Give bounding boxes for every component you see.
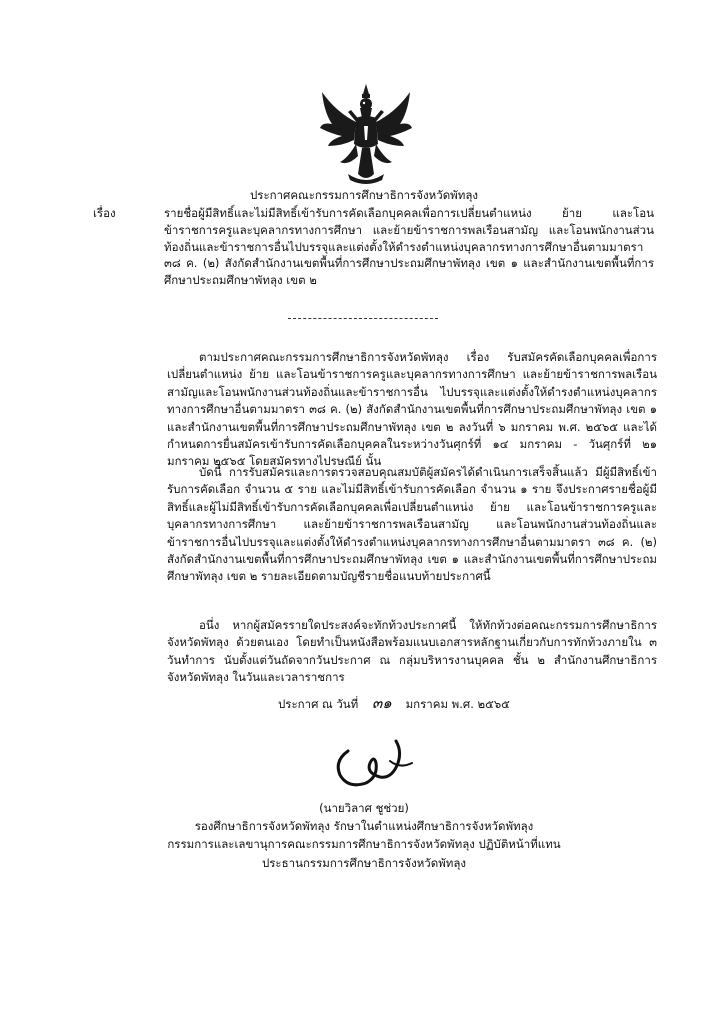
date-month-year: มกราคม พ.ศ. ๒๕๖๕ [405,697,510,711]
section-divider [288,318,438,319]
announcement-issuer: ประกาศคณะกรรมการศึกษาธิการจังหวัดพัทลุง [249,188,478,202]
subject-text: รายชื่อผู้มีสิทธิ์และไม่มีสิทธิ์เข้ารับการคัดเลือกบุคคลเพื่อการเปลี่ยนตำแหน่ง ย้าย และโอนข้าราชการครูและบุคลากรทางการศึกษา และย้ายข้าราชการพลเรือนสามัญ และโอนพนักงานส่วนท้องถิ่นและข้าราชการอื่นไปบรรจุและแต่งตั้งให้ดำรงตำแหน่งบุคลากรทางการศึกษาอื่นตามมาตรา ๓๘ ค. (๒) สังกัดสำนักงานเขตพื้นที่การศึกษาประถมศึกษาพัทลุง เขต ๑ และสำนักงานเขตพื้นที่การศึกษาประถมศึกษาพัทลุง เขต ๒ [164,206,654,288]
date-day: ๓๑ [372,694,392,712]
signer-line-2: กรรมการและเลขานุการคณะกรรมการศึกษาธิการจังหวัดพัทลุง ปฏิบัติหน้าที่แทน [167,837,561,852]
announcement-date [278,694,510,713]
garuda-emblem-icon [318,82,414,186]
signer-line-1: รองศึกษาธิการจังหวัดพัทลุง รักษาในตำแหน่งศึกษาธิการจังหวัดพัทลุง [194,819,534,834]
paragraph-1-text: ตามประกาศคณะกรรมการศึกษาธิการจังหวัดพัทลุง เรื่อง รับสมัครคัดเลือกบุคคลเพื่อการเปลี่ยนตำแหน่ง ย้าย และโอนข้าราชการครูและบุคลากรทางการศึกษา และย้ายข้าราชการพลเรือนสามัญและโอนพนักงานส่วนท้องถิ่นและข้าราชการอื่น ไปบรรจุและแต่งตั้งให้ดำรงตำแหน่งบุคลากรทางการศึกษาอื่นตามมาตรา ๓๘ ค. (๒) สังกัดสำนักงานเขตพื้นที่การศึกษาประถมศึกษาพัทลุง เขต ๑ และสำนักงานเขตพื้นที่การศึกษาประถมศึกษาพัทลุง เขต ๒ ลงวันที่ ๖ มกราคม พ.ศ. ๒๕๖๕ และได้กำหนดการยื่นสมัครเข้ารับการคัดเลือกบุคคลในระหว่างวันศุกร์ที่ ๑๔ มกราคม - วันศุกร์ที่ ๒๑ มกราคม ๒๕๖๕ โดยสมัครทางไปรษณีย์ นั้น [167,350,657,469]
handwritten-signature-icon [326,733,418,793]
signer-name: (นายวิลาศ ชูช่วย) [319,801,409,815]
signer-line-3: ประธานกรรมการศึกษาธิการจังหวัดพัทลุง [261,855,467,870]
date-prefix: ประกาศ ณ วันที่ [278,697,359,711]
paragraph-3-text: อนึ่ง หากผู้สมัครรายใดประสงค์จะทักท้วงประกาศนี้ ให้ทักท้วงต่อคณะกรรมการศึกษาธิการจังหวัดพัทลุง ด้วยตนเอง โดยทำเป็นหนังสือพร้อมแนบเอกสารหลักฐานเกี่ยวกับการทักท้วงภายใน ๓ วันทำการ นับตั้งแต่วันถัดจากวันประกาศ ณ กลุ่มบริหารงานบุคคล ชั้น ๒ สำนักงานศึกษาธิการจังหวัดพัทลุง ในวันและเวลาราชการ [167,618,657,685]
paragraph-2 [167,464,657,586]
paragraph-3 [167,617,657,687]
signer-block [0,799,728,872]
paragraph-1 [167,349,657,471]
subject-label: เรื่อง [93,206,116,220]
paragraph-2-text: บัดนี้ การรับสมัครและการตรวจสอบคุณสมบัติผู้สมัครได้ดำเนินการเสร็จสิ้นแล้ว มีผู้มีสิทธิ์เข้ารับการคัดเลือก จำนวน ๕ ราย และไม่มีสิทธิ์เข้ารับการคัดเลือก จำนวน ๑ ราย จึงประกาศรายชื่อผู้มีสิทธิ์และผู้ไม่มีสิทธิ์เข้ารับการคัดเลือกบุคคลเพื่อเปลี่ยนตำแหน่ง ย้าย และโอนข้าราชการครูและบุคลากรทางการศึกษา และย้ายข้าราชการพลเรือนสามัญ และโอนพนักงานส่วนท้องถิ่นและข้าราชการอื่นไปบรรจุและแต่งตั้งให้ดำรงตำแหน่งบุคลากรทางการศึกษาอื่นตามมาตรา ๓๘ ค. (๒) สังกัดสำนักงานเขตพื้นที่การศึกษาประถมศึกษาพัทลุง เขต ๑ และสำนักงานเขตพื้นที่การศึกษาประถมศึกษาพัทลุง เขต ๒ รายละเอียดตามบัญชีรายชื่อแนบท้ายประกาศนี้ [167,465,657,584]
